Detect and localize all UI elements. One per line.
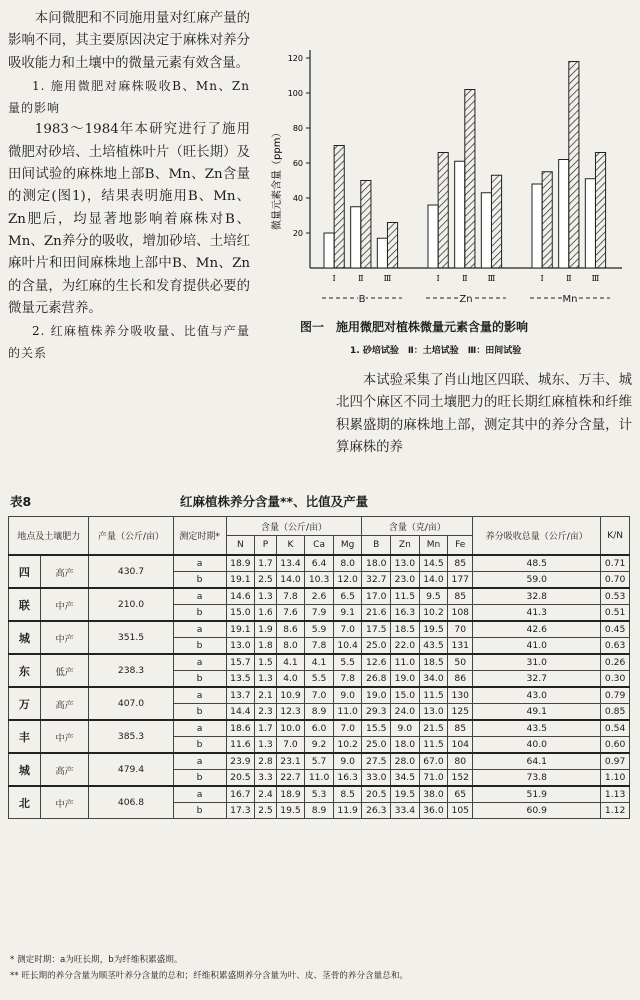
value-cell: 5.3 bbox=[305, 786, 334, 803]
bar-treated bbox=[595, 153, 605, 269]
x-tick-label: Ⅰ bbox=[540, 274, 544, 283]
value-cell: 13.7 bbox=[226, 687, 255, 704]
header-yield: 产量（公斤/亩） bbox=[89, 517, 173, 556]
value-cell: 4.0 bbox=[276, 671, 305, 688]
value-cell: 0.54 bbox=[601, 720, 630, 737]
value-cell: 33.0 bbox=[362, 770, 391, 787]
value-cell: 43.5 bbox=[473, 720, 601, 737]
table-row bbox=[9, 786, 630, 803]
value-cell: 11.5 bbox=[391, 588, 420, 605]
value-cell: 0.85 bbox=[601, 704, 630, 721]
value-cell: 14.6 bbox=[226, 588, 255, 605]
value-cell: 0.60 bbox=[601, 737, 630, 754]
x-tick-label: Ⅱ bbox=[358, 274, 364, 283]
figure-caption: 图一 施用微肥对植株微量元素含量的影响 bbox=[300, 320, 529, 334]
value-cell: 80 bbox=[448, 753, 473, 770]
value-cell: 85 bbox=[448, 555, 473, 572]
value-cell: 24.0 bbox=[391, 704, 420, 721]
x-tick-label: Ⅲ bbox=[487, 274, 496, 283]
value-cell: 11.5 bbox=[419, 687, 448, 704]
y-tick-label: 100 bbox=[287, 89, 303, 98]
period-cell: b bbox=[173, 803, 226, 819]
section-heading: 1. 施用微肥对麻株吸收B、Mn、Zn量的影响 bbox=[8, 78, 250, 116]
value-cell: 41.0 bbox=[473, 638, 601, 655]
table-label: 表8 bbox=[10, 494, 32, 509]
value-cell: 6.5 bbox=[333, 588, 362, 605]
value-cell: 0.70 bbox=[601, 572, 630, 589]
value-cell: 9.0 bbox=[333, 687, 362, 704]
paragraph: 本问微肥和不同施用量对红麻产量的影响不同，其主要原因决定于麻株对养分吸收能力和土壤中的微量元素有效含量。 bbox=[8, 11, 250, 71]
value-cell: 18.9 bbox=[226, 555, 255, 572]
bar-control bbox=[351, 207, 361, 268]
value-cell: 11.0 bbox=[391, 654, 420, 671]
value-cell: 10.4 bbox=[333, 638, 362, 655]
value-cell: 32.8 bbox=[473, 588, 601, 605]
value-cell: 1.5 bbox=[255, 654, 276, 671]
y-tick-label: 20 bbox=[292, 229, 303, 238]
value-cell: 7.0 bbox=[333, 621, 362, 638]
value-cell: 7.8 bbox=[333, 671, 362, 688]
x-tick-label: Ⅰ bbox=[332, 274, 336, 283]
value-cell: 15.7 bbox=[226, 654, 255, 671]
value-cell: 19.0 bbox=[391, 671, 420, 688]
value-cell: 7.8 bbox=[305, 638, 334, 655]
value-cell: 19.1 bbox=[226, 621, 255, 638]
value-cell: 23.0 bbox=[391, 572, 420, 589]
bar-treated bbox=[491, 175, 501, 268]
bar-control bbox=[428, 205, 438, 268]
period-cell: b bbox=[173, 638, 226, 655]
region-cell: 万 bbox=[9, 687, 41, 720]
header-location: 地点及土壤肥力 bbox=[9, 517, 89, 556]
yield-cell: 406.8 bbox=[89, 786, 173, 819]
value-cell: 0.97 bbox=[601, 753, 630, 770]
value-cell: 152 bbox=[448, 770, 473, 787]
yield-cell: 385.3 bbox=[89, 720, 173, 753]
value-cell: 15.0 bbox=[391, 687, 420, 704]
value-cell: 50 bbox=[448, 654, 473, 671]
period-cell: b bbox=[173, 671, 226, 688]
fertility-cell: 高产 bbox=[40, 753, 89, 786]
value-cell: 18.5 bbox=[391, 621, 420, 638]
value-cell: 125 bbox=[448, 704, 473, 721]
yield-cell: 351.5 bbox=[89, 621, 173, 654]
value-cell: 18.0 bbox=[362, 555, 391, 572]
value-cell: 15.5 bbox=[362, 720, 391, 737]
value-cell: 32.7 bbox=[473, 671, 601, 688]
value-cell: 49.1 bbox=[473, 704, 601, 721]
paragraph: 本试验采集了肖山地区四联、城东、万丰、城北四个麻区不同土壤肥力的旺长期红麻植株和纤维积累盛期的麻株地上部，测定其中的养分含量，计算麻株的养 bbox=[336, 373, 632, 455]
bar-treated bbox=[438, 153, 448, 269]
value-cell: 51.9 bbox=[473, 786, 601, 803]
bar-chart bbox=[262, 30, 632, 320]
period-cell: a bbox=[173, 786, 226, 803]
bar-treated bbox=[569, 62, 579, 269]
value-cell: 10.9 bbox=[276, 687, 305, 704]
table-notes bbox=[10, 952, 630, 984]
value-cell: 105 bbox=[448, 803, 473, 819]
value-cell: 12.0 bbox=[333, 572, 362, 589]
header-b: B bbox=[362, 536, 391, 556]
period-cell: a bbox=[173, 621, 226, 638]
value-cell: 10.0 bbox=[276, 720, 305, 737]
value-cell: 9.0 bbox=[391, 720, 420, 737]
value-cell: 21.6 bbox=[362, 605, 391, 622]
value-cell: 1.13 bbox=[601, 786, 630, 803]
value-cell: 19.5 bbox=[391, 786, 420, 803]
value-cell: 1.3 bbox=[255, 737, 276, 754]
value-cell: 17.5 bbox=[362, 621, 391, 638]
value-cell: 34.0 bbox=[419, 671, 448, 688]
value-cell: 0.45 bbox=[601, 621, 630, 638]
value-cell: 1.3 bbox=[255, 671, 276, 688]
header-content-g: 含量（克/亩） bbox=[362, 517, 473, 536]
value-cell: 16.3 bbox=[391, 605, 420, 622]
value-cell: 11.0 bbox=[333, 704, 362, 721]
value-cell: 8.5 bbox=[333, 786, 362, 803]
value-cell: 4.1 bbox=[276, 654, 305, 671]
bar-control bbox=[481, 193, 491, 268]
value-cell: 43.5 bbox=[419, 638, 448, 655]
value-cell: 85 bbox=[448, 720, 473, 737]
value-cell: 7.0 bbox=[305, 687, 334, 704]
bar-treated bbox=[334, 146, 344, 269]
header-k: K bbox=[276, 536, 305, 556]
value-cell: 9.1 bbox=[333, 605, 362, 622]
value-cell: 18.5 bbox=[419, 654, 448, 671]
period-cell: a bbox=[173, 687, 226, 704]
region-cell: 四 bbox=[9, 555, 41, 588]
region-cell: 城 bbox=[9, 753, 41, 786]
value-cell: 71.0 bbox=[419, 770, 448, 787]
value-cell: 2.1 bbox=[255, 687, 276, 704]
header-mn: Mn bbox=[419, 536, 448, 556]
value-cell: 4.1 bbox=[305, 654, 334, 671]
value-cell: 20.5 bbox=[226, 770, 255, 787]
table-row bbox=[9, 720, 630, 737]
value-cell: 13.0 bbox=[391, 555, 420, 572]
section-heading: 2. 红麻植株养分吸收量、比值与产量的关系 bbox=[8, 324, 250, 361]
value-cell: 70 bbox=[448, 621, 473, 638]
value-cell: 65 bbox=[448, 786, 473, 803]
value-cell: 0.26 bbox=[601, 654, 630, 671]
value-cell: 29.3 bbox=[362, 704, 391, 721]
value-cell: 7.6 bbox=[276, 605, 305, 622]
bar-control bbox=[455, 161, 465, 268]
value-cell: 48.5 bbox=[473, 555, 601, 572]
table-title: 红麻植株养分含量**、比值及产量 bbox=[180, 494, 369, 509]
table-body bbox=[9, 555, 630, 819]
value-cell: 8.0 bbox=[333, 555, 362, 572]
value-cell: 2.6 bbox=[305, 588, 334, 605]
value-cell: 0.63 bbox=[601, 638, 630, 655]
value-cell: 67.0 bbox=[419, 753, 448, 770]
x-tick-label: Ⅰ bbox=[436, 274, 440, 283]
value-cell: 2.8 bbox=[255, 753, 276, 770]
header-zn: Zn bbox=[391, 536, 420, 556]
value-cell: 26.3 bbox=[362, 803, 391, 819]
table-8 bbox=[8, 516, 630, 819]
value-cell: 27.5 bbox=[362, 753, 391, 770]
value-cell: 36.0 bbox=[419, 803, 448, 819]
value-cell: 14.0 bbox=[276, 572, 305, 589]
value-cell: 8.0 bbox=[276, 638, 305, 655]
bar-control bbox=[559, 160, 569, 269]
fertility-cell: 中产 bbox=[40, 621, 89, 654]
figure-1 bbox=[262, 30, 632, 360]
value-cell: 19.1 bbox=[226, 572, 255, 589]
value-cell: 14.4 bbox=[226, 704, 255, 721]
value-cell: 16.7 bbox=[226, 786, 255, 803]
value-cell: 0.71 bbox=[601, 555, 630, 572]
yield-cell: 479.4 bbox=[89, 753, 173, 786]
value-cell: 0.79 bbox=[601, 687, 630, 704]
value-cell: 17.3 bbox=[226, 803, 255, 819]
value-cell: 15.0 bbox=[226, 605, 255, 622]
header-n: N bbox=[226, 536, 255, 556]
table-row bbox=[9, 687, 630, 704]
value-cell: 85 bbox=[448, 588, 473, 605]
value-cell: 19.5 bbox=[419, 621, 448, 638]
value-cell: 130 bbox=[448, 687, 473, 704]
bar-control bbox=[532, 184, 542, 268]
period-cell: b bbox=[173, 605, 226, 622]
y-axis-label: 微量元素含量（ppm） bbox=[272, 127, 283, 230]
group-label: Zn bbox=[459, 294, 473, 305]
value-cell: 7.9 bbox=[305, 605, 334, 622]
table-row bbox=[9, 588, 630, 605]
fertility-cell: 高产 bbox=[40, 687, 89, 720]
header-period: 测定时期* bbox=[173, 517, 226, 556]
bar-treated bbox=[542, 172, 552, 268]
value-cell: 1.8 bbox=[255, 638, 276, 655]
yield-cell: 407.0 bbox=[89, 687, 173, 720]
value-cell: 1.6 bbox=[255, 605, 276, 622]
value-cell: 108 bbox=[448, 605, 473, 622]
region-cell: 东 bbox=[9, 654, 41, 687]
yield-cell: 430.7 bbox=[89, 555, 173, 588]
value-cell: 177 bbox=[448, 572, 473, 589]
region-cell: 北 bbox=[9, 786, 41, 819]
header-fe: Fe bbox=[448, 536, 473, 556]
y-tick-label: 120 bbox=[287, 54, 303, 63]
x-tick-label: Ⅲ bbox=[383, 274, 392, 283]
value-cell: 26.8 bbox=[362, 671, 391, 688]
figure-legend: 1. 砂培试验 Ⅱ：土培试验 Ⅲ：田间试验 bbox=[350, 346, 522, 356]
period-cell: a bbox=[173, 555, 226, 572]
value-cell: 41.3 bbox=[473, 605, 601, 622]
value-cell: 0.30 bbox=[601, 671, 630, 688]
value-cell: 0.53 bbox=[601, 588, 630, 605]
value-cell: 33.4 bbox=[391, 803, 420, 819]
value-cell: 131 bbox=[448, 638, 473, 655]
header-p: P bbox=[255, 536, 276, 556]
value-cell: 20.5 bbox=[362, 786, 391, 803]
value-cell: 9.5 bbox=[419, 588, 448, 605]
fertility-cell: 高产 bbox=[40, 555, 89, 588]
value-cell: 28.0 bbox=[391, 753, 420, 770]
value-cell: 2.4 bbox=[255, 786, 276, 803]
region-cell: 城 bbox=[9, 621, 41, 654]
value-cell: 34.5 bbox=[391, 770, 420, 787]
period-cell: a bbox=[173, 753, 226, 770]
value-cell: 6.4 bbox=[305, 555, 334, 572]
value-cell: 11.0 bbox=[305, 770, 334, 787]
value-cell: 43.0 bbox=[473, 687, 601, 704]
region-cell: 丰 bbox=[9, 720, 41, 753]
period-cell: a bbox=[173, 588, 226, 605]
value-cell: 2.5 bbox=[255, 572, 276, 589]
yield-cell: 210.0 bbox=[89, 588, 173, 621]
value-cell: 11.9 bbox=[333, 803, 362, 819]
value-cell: 12.6 bbox=[362, 654, 391, 671]
value-cell: 0.51 bbox=[601, 605, 630, 622]
value-cell: 7.0 bbox=[276, 737, 305, 754]
x-tick-label: Ⅱ bbox=[566, 274, 572, 283]
group-label: B bbox=[358, 294, 366, 305]
value-cell: 8.6 bbox=[276, 621, 305, 638]
period-cell: b bbox=[173, 737, 226, 754]
value-cell: 1.12 bbox=[601, 803, 630, 819]
bar-treated bbox=[465, 90, 475, 269]
value-cell: 1.10 bbox=[601, 770, 630, 787]
fertility-cell: 低产 bbox=[40, 654, 89, 687]
value-cell: 7.0 bbox=[333, 720, 362, 737]
value-cell: 9.2 bbox=[305, 737, 334, 754]
value-cell: 10.3 bbox=[305, 572, 334, 589]
value-cell: 5.5 bbox=[305, 671, 334, 688]
value-cell: 22.0 bbox=[391, 638, 420, 655]
value-cell: 42.6 bbox=[473, 621, 601, 638]
y-tick-label: 80 bbox=[292, 124, 303, 133]
value-cell: 16.3 bbox=[333, 770, 362, 787]
fertility-cell: 中产 bbox=[40, 720, 89, 753]
value-cell: 12.3 bbox=[276, 704, 305, 721]
value-cell: 23.1 bbox=[276, 753, 305, 770]
value-cell: 25.0 bbox=[362, 737, 391, 754]
value-cell: 5.5 bbox=[333, 654, 362, 671]
value-cell: 13.5 bbox=[226, 671, 255, 688]
paragraph: 1983～1984年本研究进行了施用微肥对砂培、土培植株叶片（旺长期）及田间试验的麻株地上部B、Mn、Zn含量的测定(图1)，结果表明施用B、Mn、Zn肥后，均显著地影响着麻株对B、Mn、Zn养分的吸收，增加砂培、土培红麻叶片和田间麻株地上部中B、Mn、Zn的含量，为红麻的生长和发育提供必要的微量元素营养。 bbox=[8, 122, 250, 316]
group-label: Mn bbox=[562, 294, 578, 305]
table-row bbox=[9, 621, 630, 638]
header-content-kg: 含量（公斤/亩） bbox=[226, 517, 362, 536]
period-cell: b bbox=[173, 770, 226, 787]
header-total: 养分吸收总量（公斤/亩） bbox=[473, 517, 601, 556]
fertility-cell: 中产 bbox=[40, 786, 89, 819]
table-row bbox=[9, 654, 630, 671]
value-cell: 2.5 bbox=[255, 803, 276, 819]
value-cell: 10.2 bbox=[419, 605, 448, 622]
fertility-cell: 中产 bbox=[40, 588, 89, 621]
value-cell: 25.0 bbox=[362, 638, 391, 655]
value-cell: 60.9 bbox=[473, 803, 601, 819]
y-tick-label: 40 bbox=[292, 194, 303, 203]
table-row bbox=[9, 555, 630, 572]
value-cell: 14.0 bbox=[419, 572, 448, 589]
value-cell: 38.0 bbox=[419, 786, 448, 803]
bar-treated bbox=[387, 223, 397, 269]
period-cell: a bbox=[173, 654, 226, 671]
value-cell: 1.7 bbox=[255, 555, 276, 572]
header-kn: K/N bbox=[601, 517, 630, 556]
yield-cell: 238.3 bbox=[89, 654, 173, 687]
value-cell: 32.7 bbox=[362, 572, 391, 589]
value-cell: 8.9 bbox=[305, 803, 334, 819]
value-cell: 13.0 bbox=[226, 638, 255, 655]
note-1: * 测定时期：a为旺长期，b为纤维积累盛期。 bbox=[10, 955, 183, 965]
value-cell: 18.0 bbox=[391, 737, 420, 754]
value-cell: 1.9 bbox=[255, 621, 276, 638]
value-cell: 6.0 bbox=[305, 720, 334, 737]
bar-control bbox=[377, 238, 387, 268]
left-column bbox=[8, 8, 250, 365]
value-cell: 11.6 bbox=[226, 737, 255, 754]
value-cell: 40.0 bbox=[473, 737, 601, 754]
value-cell: 13.0 bbox=[419, 704, 448, 721]
region-cell: 联 bbox=[9, 588, 41, 621]
value-cell: 104 bbox=[448, 737, 473, 754]
header-ca: Ca bbox=[305, 536, 334, 556]
value-cell: 8.9 bbox=[305, 704, 334, 721]
note-2: ** 旺长期的养分含量为顺茎叶养分含量的总和；纤维积累盛期养分含量为叶、皮、茎骨的养分含量总和。 bbox=[10, 971, 409, 981]
value-cell: 86 bbox=[448, 671, 473, 688]
value-cell: 59.0 bbox=[473, 572, 601, 589]
value-cell: 1.3 bbox=[255, 588, 276, 605]
period-cell: b bbox=[173, 572, 226, 589]
value-cell: 1.7 bbox=[255, 720, 276, 737]
value-cell: 31.0 bbox=[473, 654, 601, 671]
value-cell: 18.9 bbox=[276, 786, 305, 803]
value-cell: 18.6 bbox=[226, 720, 255, 737]
table-row bbox=[9, 753, 630, 770]
value-cell: 3.3 bbox=[255, 770, 276, 787]
value-cell: 17.0 bbox=[362, 588, 391, 605]
value-cell: 2.3 bbox=[255, 704, 276, 721]
value-cell: 73.8 bbox=[473, 770, 601, 787]
x-tick-label: Ⅱ bbox=[462, 274, 468, 283]
x-tick-label: Ⅲ bbox=[591, 274, 600, 283]
value-cell: 14.5 bbox=[419, 555, 448, 572]
bar-control bbox=[585, 179, 595, 268]
right-column bbox=[336, 370, 632, 459]
period-cell: a bbox=[173, 720, 226, 737]
value-cell: 10.2 bbox=[333, 737, 362, 754]
value-cell: 22.7 bbox=[276, 770, 305, 787]
y-tick-label: 60 bbox=[292, 159, 303, 168]
period-cell: b bbox=[173, 704, 226, 721]
value-cell: 11.5 bbox=[419, 737, 448, 754]
value-cell: 21.5 bbox=[419, 720, 448, 737]
value-cell: 9.0 bbox=[333, 753, 362, 770]
value-cell: 5.9 bbox=[305, 621, 334, 638]
value-cell: 7.8 bbox=[276, 588, 305, 605]
value-cell: 13.4 bbox=[276, 555, 305, 572]
value-cell: 5.7 bbox=[305, 753, 334, 770]
value-cell: 19.5 bbox=[276, 803, 305, 819]
bar-treated bbox=[361, 181, 371, 269]
value-cell: 64.1 bbox=[473, 753, 601, 770]
value-cell: 23.9 bbox=[226, 753, 255, 770]
bar-control bbox=[324, 233, 334, 268]
header-mg: Mg bbox=[333, 536, 362, 556]
value-cell: 19.0 bbox=[362, 687, 391, 704]
